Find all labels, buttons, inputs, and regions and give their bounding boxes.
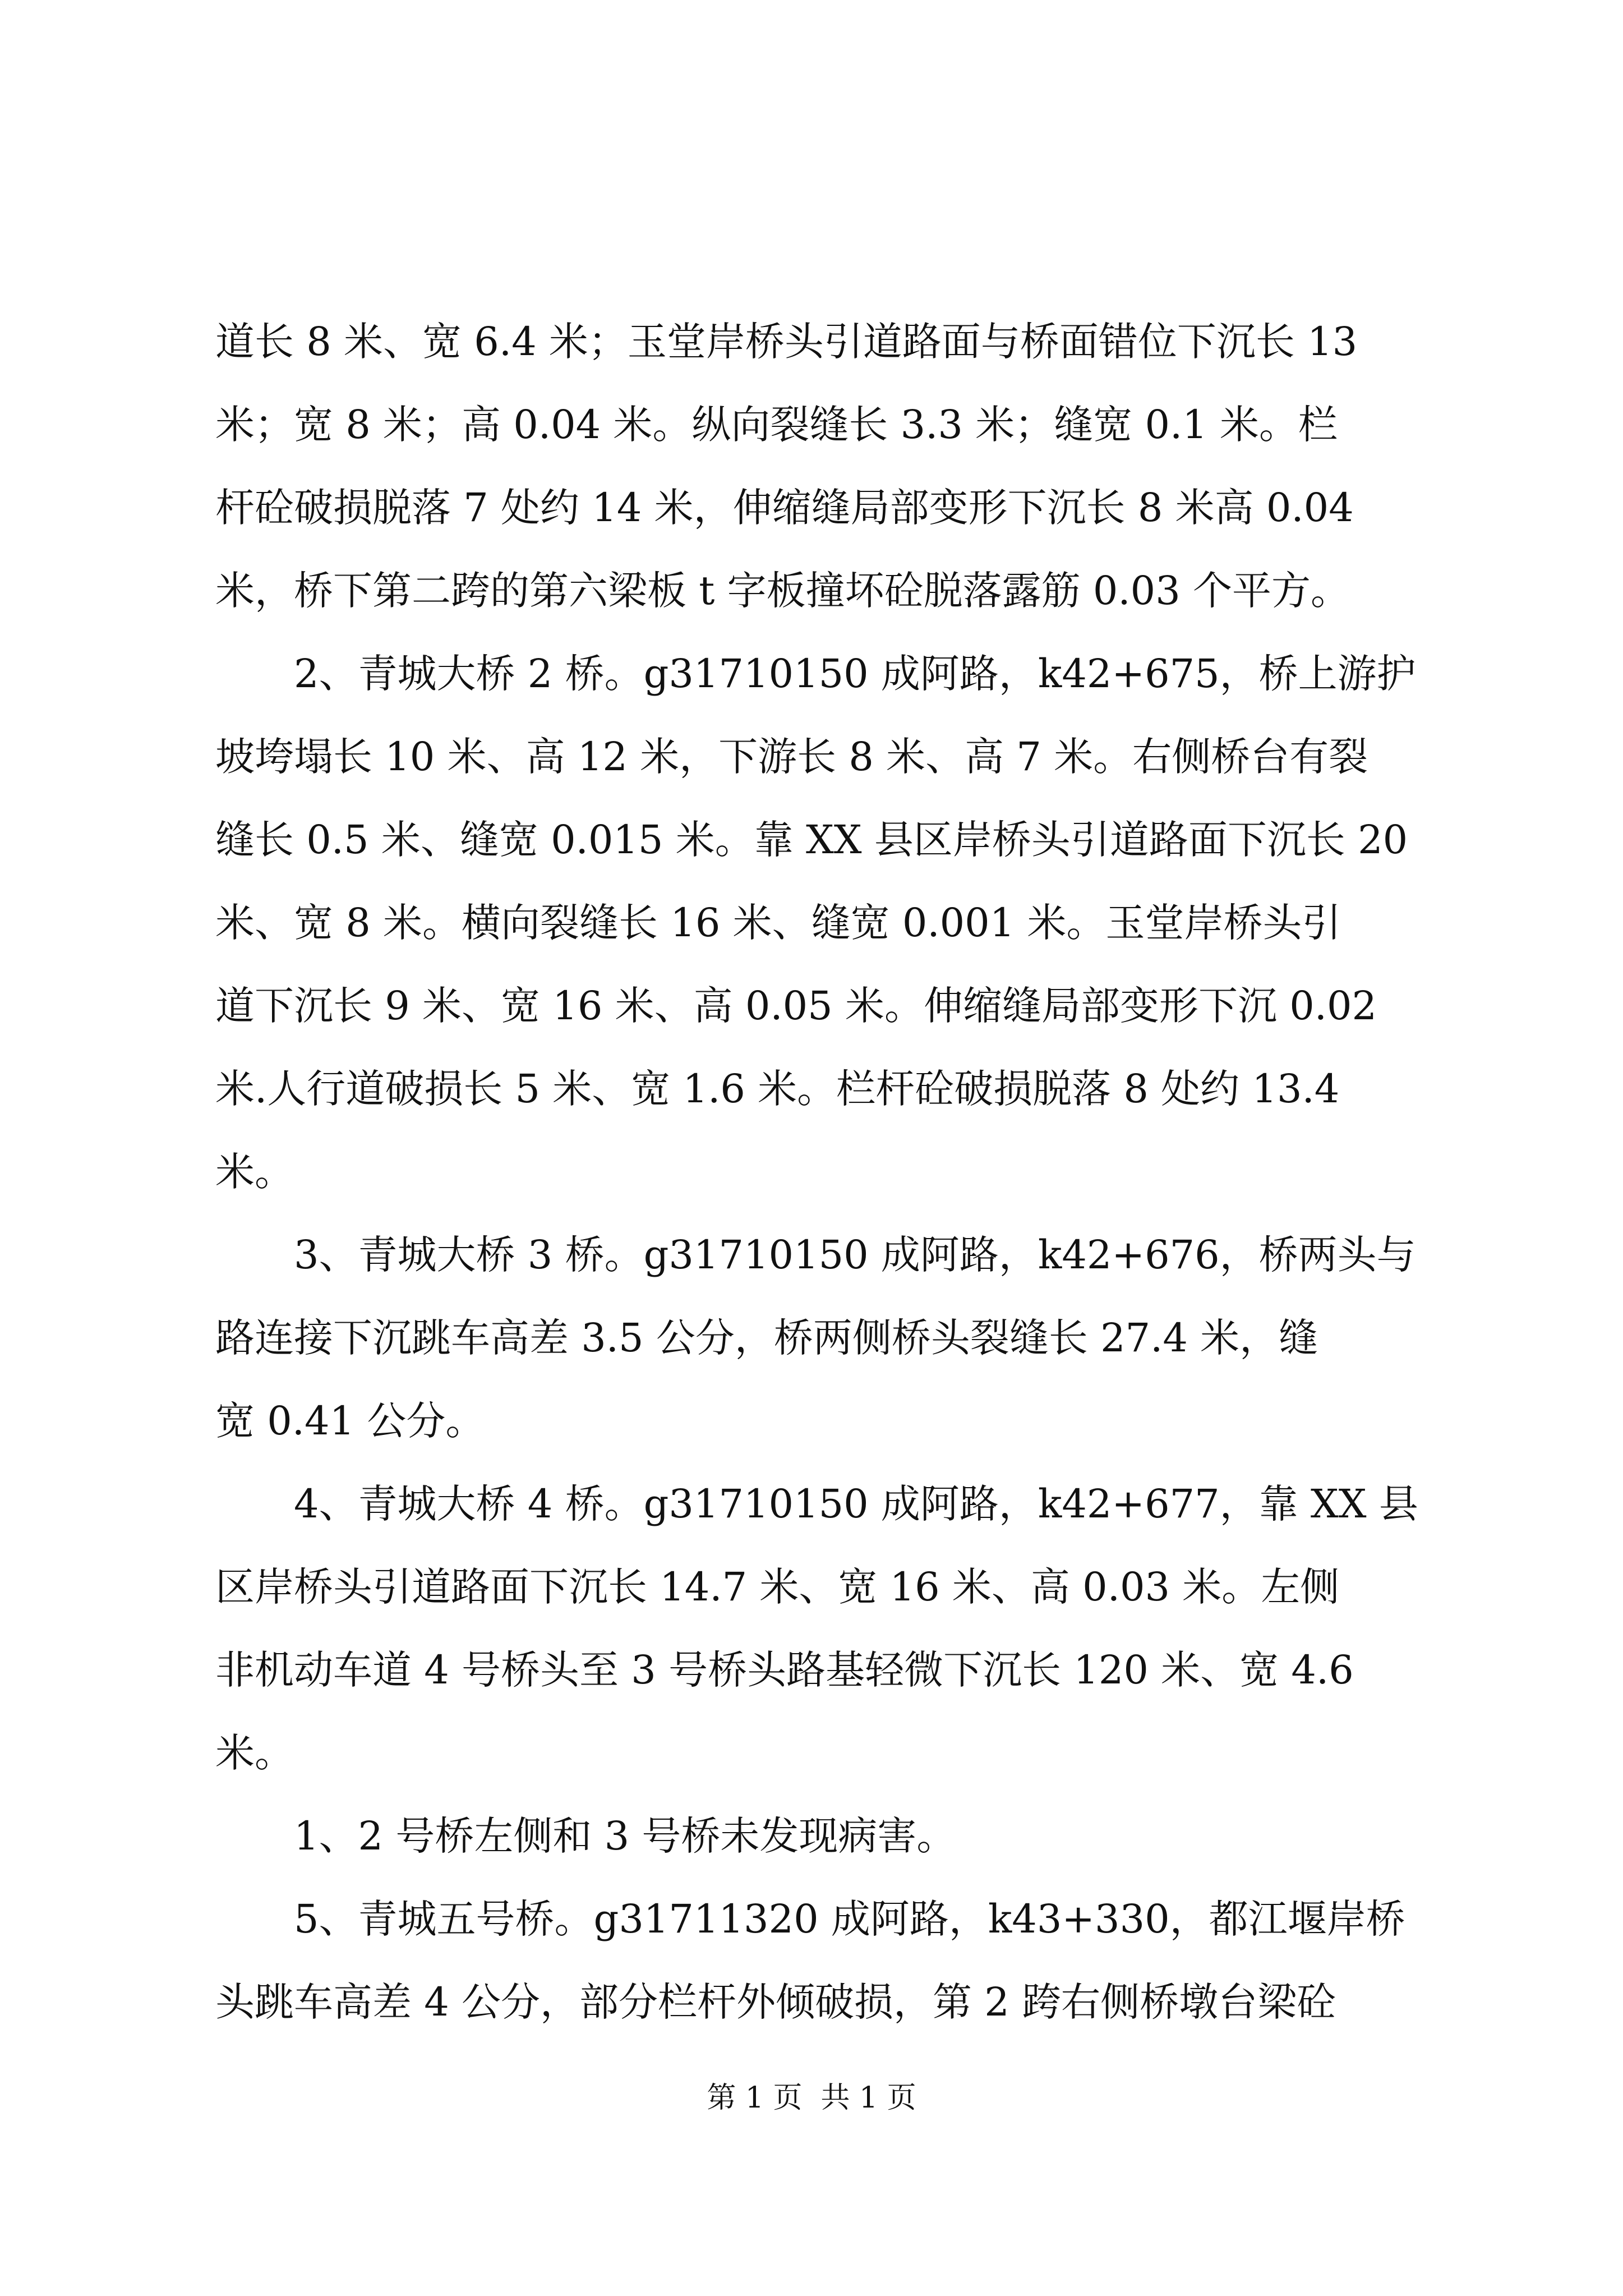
text-line: 路连接下沉跳车高差 3.5 公分，桥两侧桥头裂缝长 27.4 米，缝 <box>215 1315 1318 1361</box>
text-line: 缝长 0.5 米、缝宽 0.015 米。靠 XX 县区岸桥头引道路面下沉长 20 <box>215 817 1408 863</box>
text-line: 米；宽 8 米；高 0.04 米。纵向裂缝长 3.3 米；缝宽 0.1 米。栏 <box>215 402 1338 448</box>
text-line: 米.人行道破损长 5 米、宽 1.6 米。栏杆砼破损脱落 8 处约 13.4 <box>215 1066 1340 1112</box>
text-line: 道长 8 米、宽 6.4 米；玉堂岸桥头引道路面与桥面错位下沉长 13 <box>215 319 1358 365</box>
text-line: 区岸桥头引道路面下沉长 14.7 米、宽 16 米、高 0.03 米。左侧 <box>215 1564 1340 1610</box>
paragraph-note: 1、2 号桥左侧和 3 号桥未发现病害。 <box>215 1813 956 1859</box>
paragraph-4-start: 4、青城大桥 4 桥。g31710150 成阿路，k42+677，靠 XX 县 <box>215 1481 1418 1527</box>
text-line: 非机动车道 4 号桥头至 3 号桥头路基轻微下沉长 120 米、宽 4.6 <box>215 1647 1354 1693</box>
text-line: 米，桥下第二跨的第六梁板 t 字板撞坏砼脱落露筋 0.03 个平方。 <box>215 568 1350 614</box>
text-line: 宽 0.41 公分。 <box>215 1398 485 1444</box>
text-line: 坡垮塌长 10 米、高 12 米，下游长 8 米、高 7 米。右侧桥台有裂 <box>215 734 1368 780</box>
body-text <box>215 300 1418 2044</box>
text-line: 头跳车高差 4 公分，部分栏杆外倾破损，第 2 跨右侧桥墩台梁砼 <box>215 1979 1336 2025</box>
paragraph-5-start: 5、青城五号桥。g31711320 成阿路，k43+330，都江堰岸桥 <box>215 1896 1405 1942</box>
text-line: 杆砼破损脱落 7 处约 14 米，伸缩缝局部变形下沉长 8 米高 0.04 <box>215 485 1354 531</box>
text-line: 米。 <box>215 1149 294 1195</box>
text-line: 米。 <box>215 1730 294 1776</box>
paragraph-2-start: 2、青城大桥 2 桥。g31710150 成阿路，k42+675，桥上游护 <box>215 651 1416 697</box>
text-line: 道下沉长 9 米、宽 16 米、高 0.05 米。伸缩缝局部变形下沉 0.02 <box>215 983 1377 1029</box>
page-footer: 第 1 页 共 1 页 <box>707 2081 916 2115</box>
text-line: 米、宽 8 米。横向裂缝长 16 米、缝宽 0.001 米。玉堂岸桥头引 <box>215 900 1341 946</box>
paragraph-3-start: 3、青城大桥 3 桥。g31710150 成阿路，k42+676，桥两头与 <box>215 1232 1416 1278</box>
